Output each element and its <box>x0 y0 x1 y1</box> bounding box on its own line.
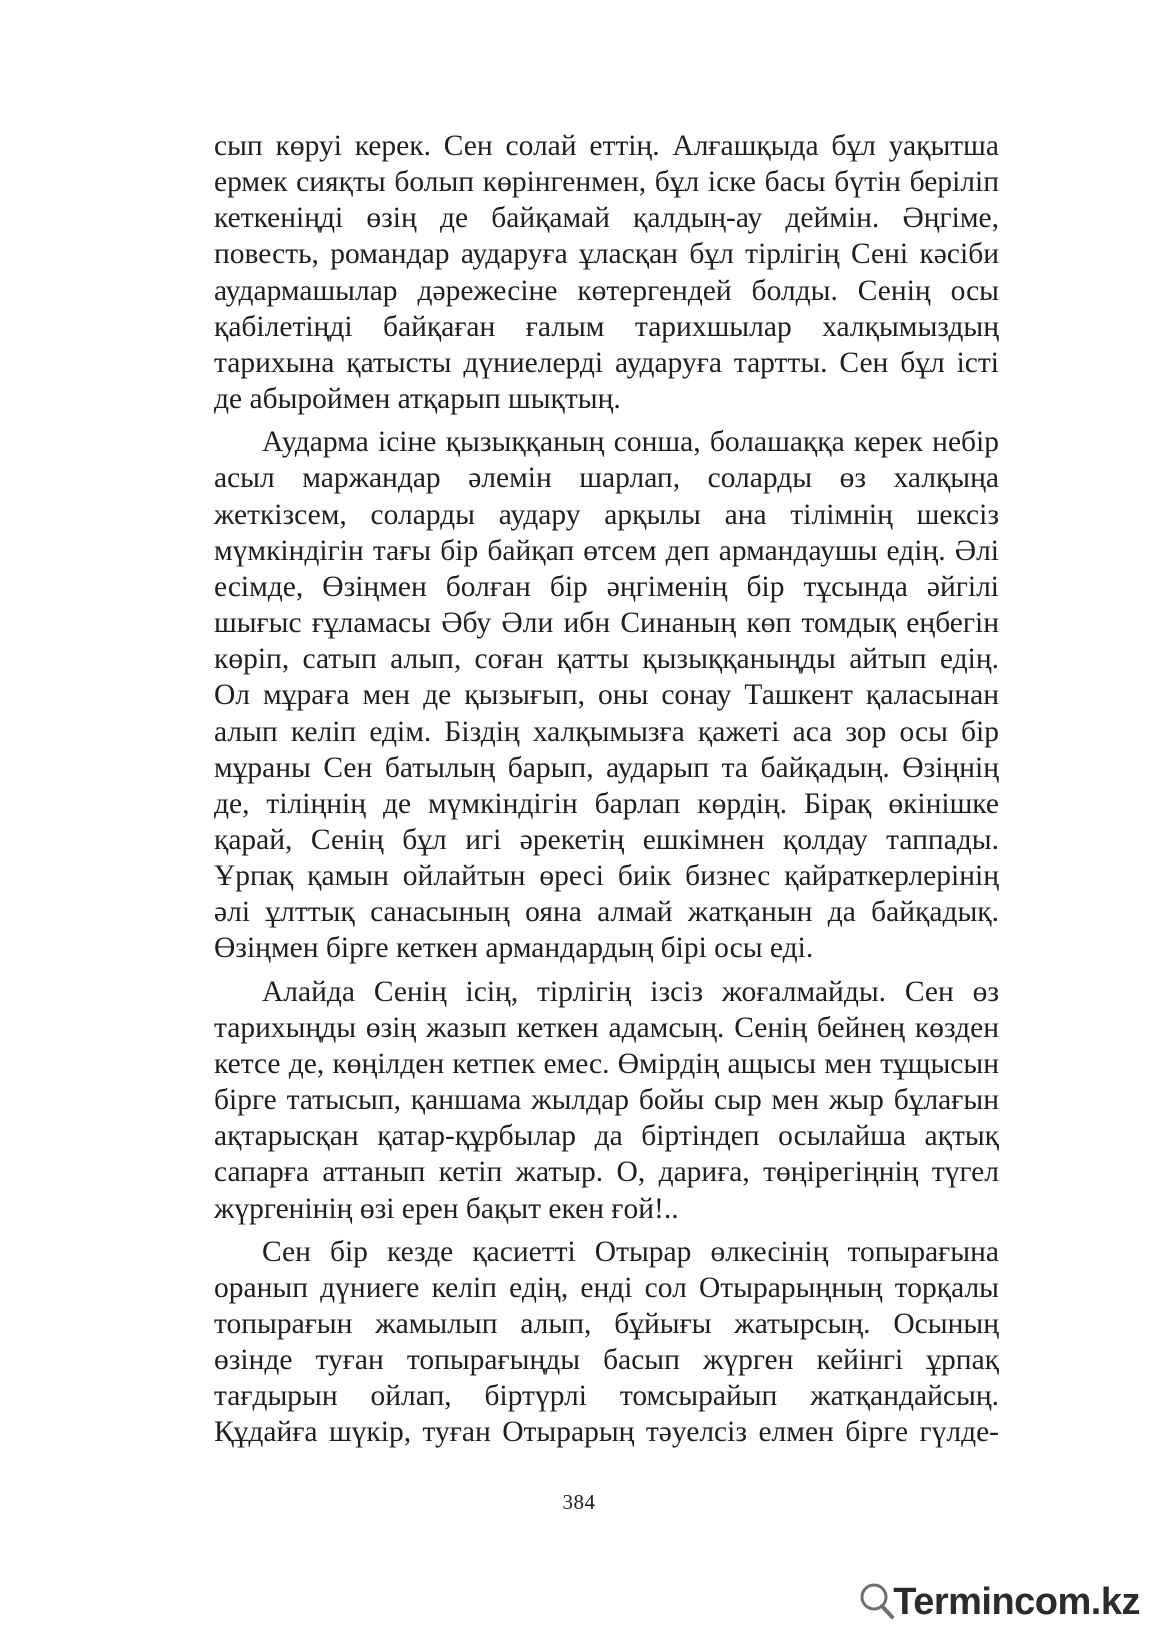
paragraph: Аударма ісіне қызыққаның сонша, болашаққа керек небір асыл маржандар әлемін шарлап, соларды өз халқыңа жеткізсем, соларды аудару арқылы ана тілімнің шексіз мүмкіндігін тағы бір байқап өтсем деп армандаушы едің. Әлі есімде, Өзіңмен болған бір әңгіменің бір тұсында әйгілі шығыс ғұламасы Әбу Әли ибн Синаның көп томдық еңбегін көріп, сатып алып, соған қатты қызыққаныңды айтып едің. Ол мұраға мен де қызығып, оны сонау Ташкент қаласынан алып келіп едім. Біздің халқымызға қажеті аса зор осы бір мұраны Сен батылың барып, аударып та байқадың. Өзіңнің де, тіліңнің де мүмкіндігін барлап көрдің. Бірақ өкінішке қарай, Сенің бұл игі әрекетің ешкімнен қолдау таппады. Ұрпақ қамын ойлайтын өресі биік бизнес қайраткерлерінің әлі ұлттық санасының ояна алмай жатқанын да байқадық. Өзіңмен бірге кеткен армандардың бірі осы еді. <box>214 426 999 965</box>
magnifier-icon <box>856 1577 896 1623</box>
paragraph: Сен бір кезде қасиетті Отырар өлкесінің топырағына оранып дүниеге келіп едің, енді сол Отырарыңның торқалы топырағын жамылып алып, бұйығы жатырсың. Осының өзінде туған топырағыңды басып жүрген кейінгі ұрпақ тағдырын ойлап, біртүрлі томсырайып жатқандайсың. Құдайға шүкір, туған Отырарың тәуелсіз елмен бірге гүлде- <box>214 1235 999 1449</box>
paragraph-continued: сып көруі керек. Сен солай еттің. Алғашқыда бұл уақытша ермек сияқты болып көрінгенмен, бұл іске басы бүтін беріліп кеткеніңді өзің де байқамай қалдың-ау деймін. Әңгіме, повесть, романдар аударуға ұласқан бұл тірлігің Сені кәсіби аудармашылар дәрежесіне көтергендей болды. Сенің осы қабілетіңді байқаған ғалым тарихшылар халқымыздың тарихына қатысты дүниелерді аударуға тартты. Сен бұл істі де абыроймен атқарып шықтың. <box>214 130 999 416</box>
watermark-text: Termincom.kz <box>893 1581 1140 1623</box>
body-text <box>214 128 999 1451</box>
site-watermark <box>856 1571 1140 1623</box>
paragraph: Алайда Сенің ісің, тірлігің ізсіз жоғалмайды. Сен өз тарихыңды өзің жазып кеткен адамсың. Сенің бейнең көзден кетсе де, көңілден кетпек емес. Өмірдің ащысы мен тұщысын бірге татысып, қаншама жылдар бойы сыр мен жыр бұлағын ақтарысқан қатар-құрбылар да біртіндеп осылайша ақтық сапарға аттанып кетіп жатыр. О, дариға, төңірегіңнің түгел жүргенінің өзі ерен бақыт екен ғой!.. <box>214 975 999 1225</box>
page-number: 384 <box>562 1490 596 1514</box>
